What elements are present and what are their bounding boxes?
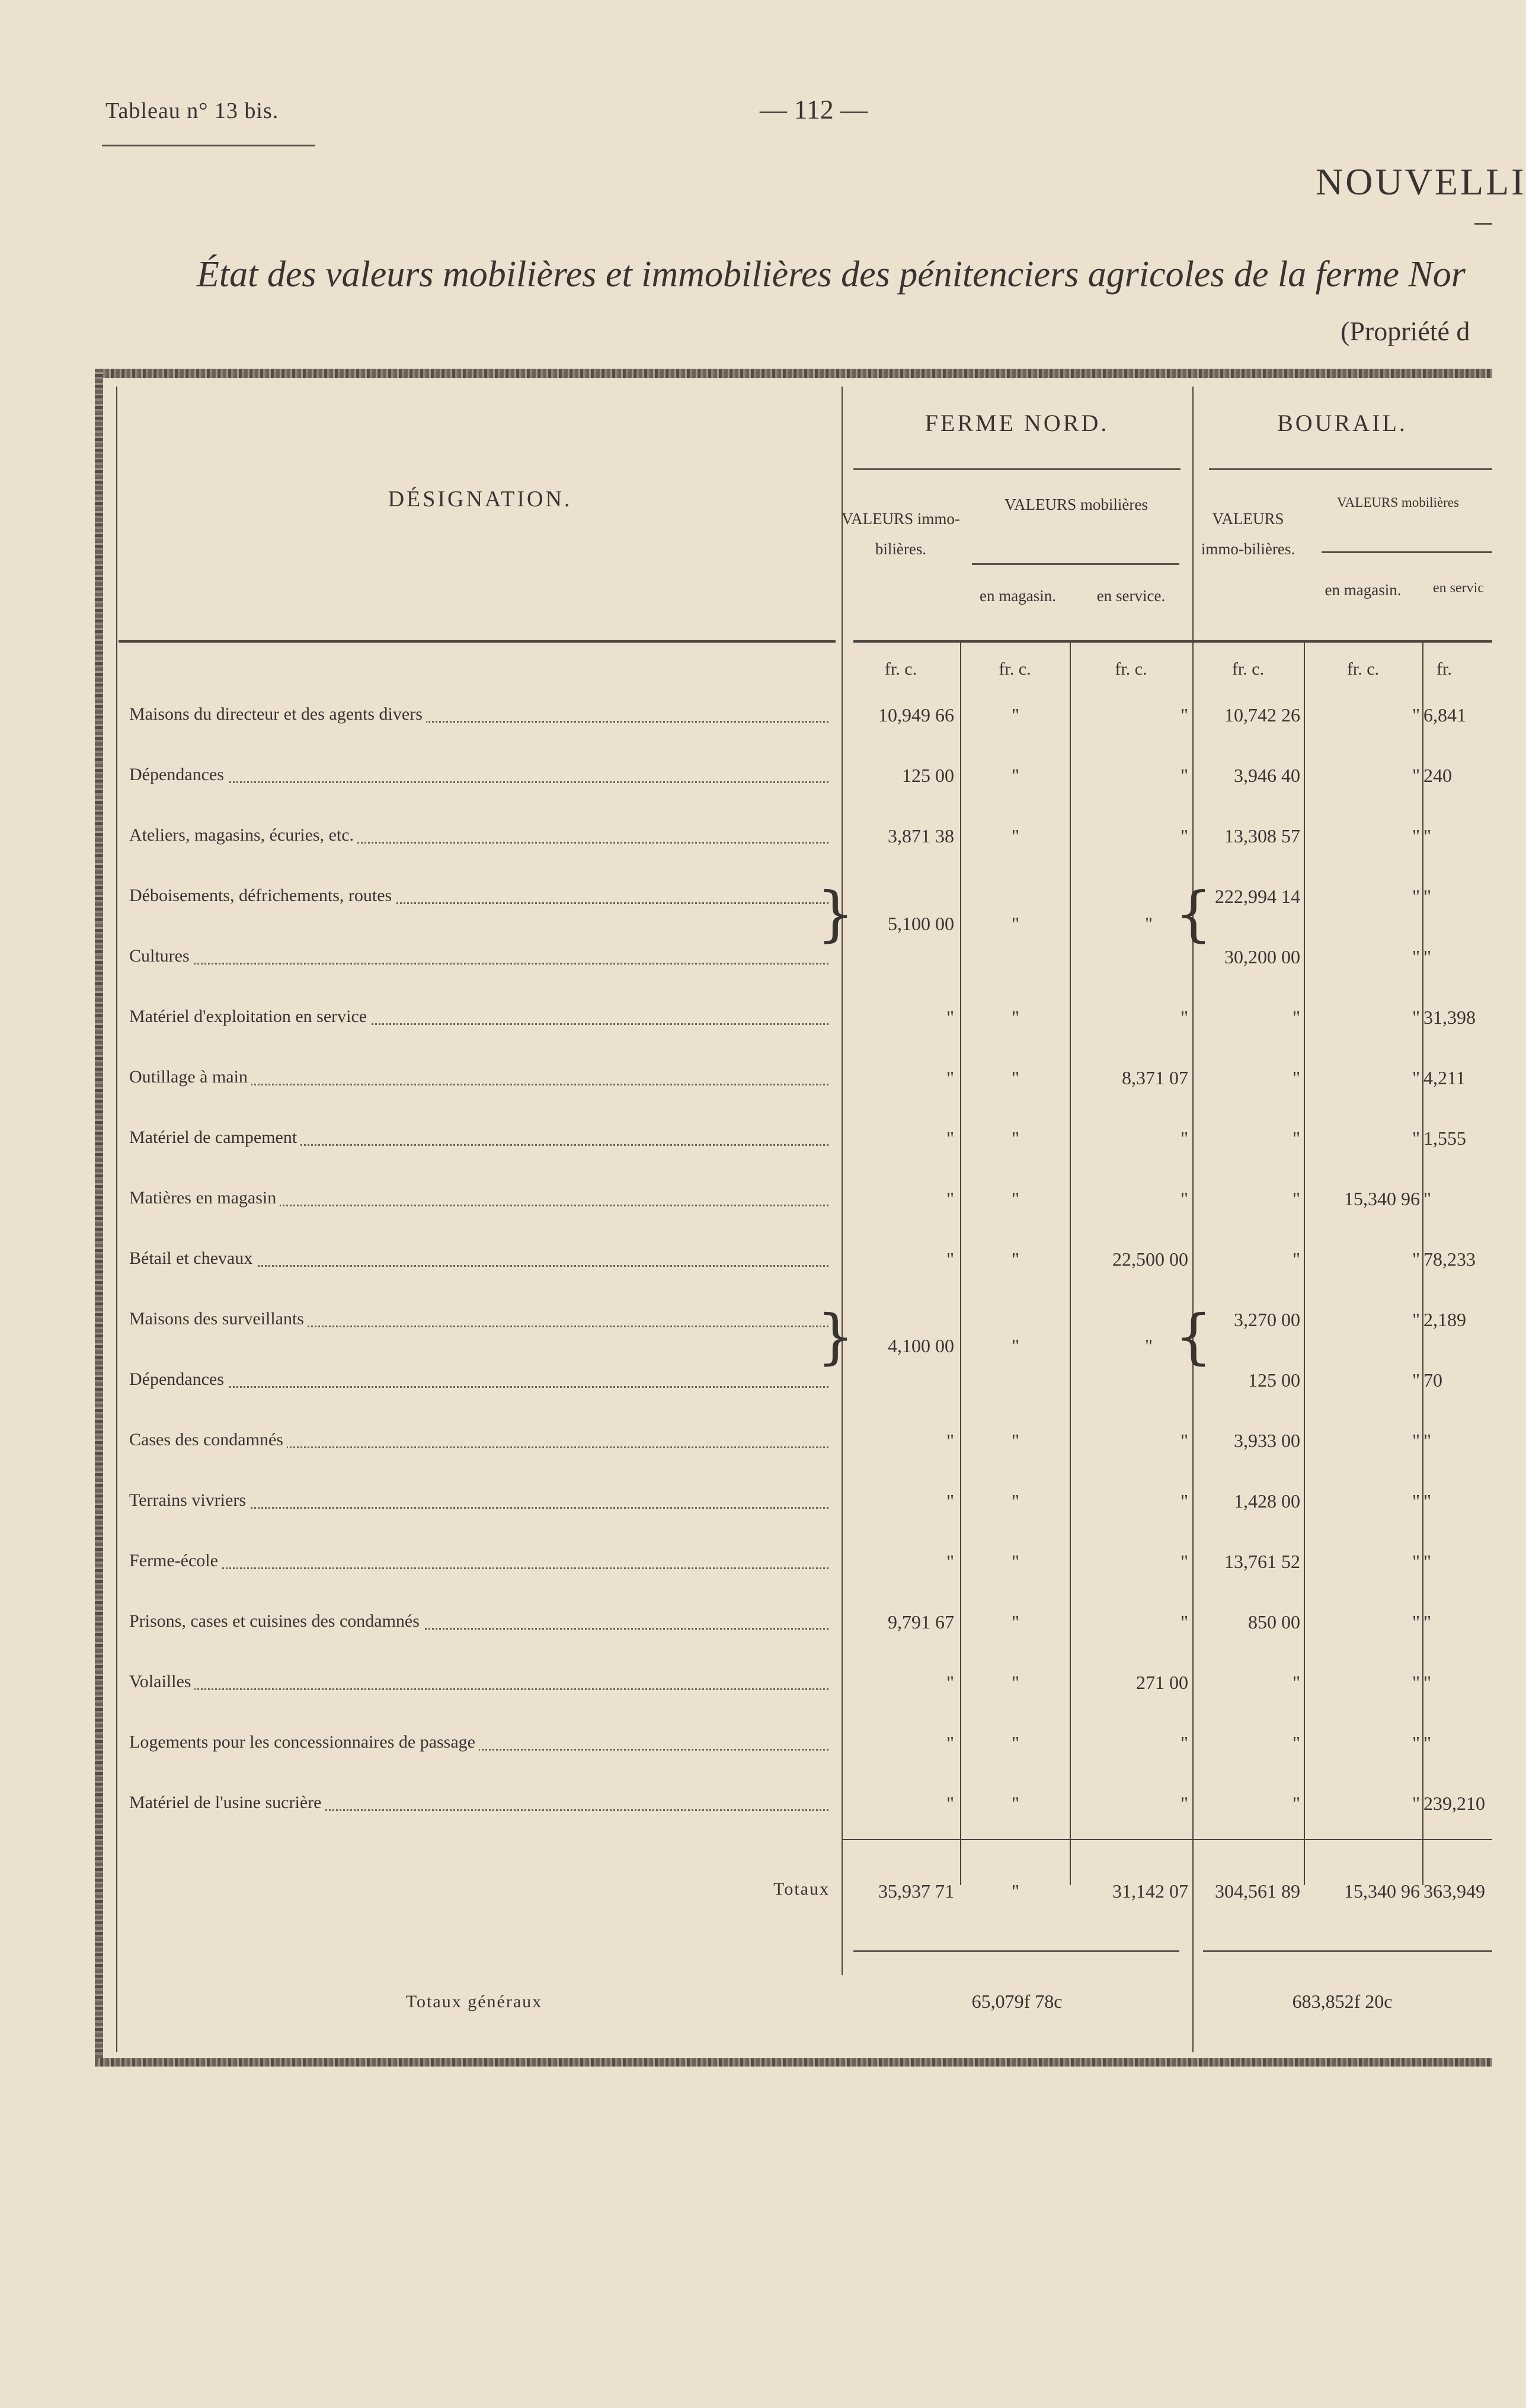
bourail-mob-label: VALEURS mobilières xyxy=(1337,495,1459,510)
ferme-nord-header: FERME NORD. xyxy=(924,410,1109,436)
row-cell: 15,340 96 xyxy=(1344,1188,1420,1209)
row-cell: " xyxy=(1412,1007,1420,1028)
page-number: — 112 — xyxy=(760,94,868,124)
merged-cell-surveillants-service: " xyxy=(1144,1335,1153,1356)
total-col-3: 31,142 07 xyxy=(1112,1880,1188,1902)
row-cell: " xyxy=(1011,1128,1019,1149)
total-col-5: 15,340 96 xyxy=(1344,1880,1420,1902)
row-cell: " xyxy=(1292,1007,1300,1028)
row-cell: " xyxy=(946,1188,954,1209)
header-underline xyxy=(119,640,836,643)
grand-total-swash-2 xyxy=(1203,1950,1492,1952)
row-cell: " xyxy=(1180,704,1188,726)
row-cell: " xyxy=(946,1128,954,1149)
row-cell: " xyxy=(1412,1369,1420,1391)
row-label: Cultures xyxy=(129,946,828,966)
row-label: Matériel de l'usine sucrière xyxy=(129,1793,828,1813)
grand-total-swash-1 xyxy=(853,1950,1179,1952)
row-cell: " xyxy=(946,1430,954,1451)
row-cell: " xyxy=(1412,765,1420,786)
row-cell: " xyxy=(1292,1672,1300,1693)
row-label: Maisons du directeur et des agents divers xyxy=(129,704,828,724)
totals-label: Totaux xyxy=(773,1879,830,1899)
unit-col-4: fr. c. xyxy=(1231,659,1265,679)
row-cell: 6,841 xyxy=(1423,704,1466,726)
ferme-nord-swash xyxy=(853,468,1181,470)
row-cell: 239,210 xyxy=(1423,1793,1485,1814)
row-cell: " xyxy=(1412,946,1420,967)
row-cell: " xyxy=(1412,1793,1420,1814)
bourail-immo-label: VALEURS immo-bilières. xyxy=(1201,510,1295,558)
bourail-service-label: en servic xyxy=(1433,580,1484,596)
ferme-nord-service-label: en service. xyxy=(1096,587,1166,605)
row-cell: " xyxy=(1180,825,1188,847)
row-cell: 78,233 xyxy=(1423,1248,1476,1270)
row-cell: " xyxy=(1011,1188,1019,1209)
row-cell: " xyxy=(1292,1067,1300,1088)
document-subtitle: (Propriété d xyxy=(1341,316,1470,346)
ferme-nord-magasin-label: en magasin. xyxy=(980,587,1056,605)
row-cell: " xyxy=(1412,1248,1420,1270)
row-cell: 1,428 00 xyxy=(1234,1490,1300,1512)
table-reference: Tableau n° 13 bis. xyxy=(105,98,279,123)
header-underline-cols xyxy=(853,640,1492,643)
row-cell: 850 00 xyxy=(1248,1611,1300,1633)
row-cell: 240 xyxy=(1423,765,1452,786)
row-cell: " xyxy=(946,1248,954,1270)
row-label: Matériel de campement xyxy=(129,1128,828,1148)
row-cell: 3,946 40 xyxy=(1234,765,1300,786)
unit-col-1: fr. c. xyxy=(884,659,917,679)
brace-right-2: { xyxy=(1175,1302,1213,1371)
row-cell: " xyxy=(1292,1732,1300,1754)
row-cell: " xyxy=(946,1551,954,1572)
row-cell: " xyxy=(1011,1007,1019,1028)
row-cell: 222,994 14 xyxy=(1215,886,1300,907)
row-cell: 125 00 xyxy=(1248,1369,1300,1391)
row-cell: 3,270 00 xyxy=(1234,1309,1300,1330)
row-cell: 13,761 52 xyxy=(1224,1551,1300,1572)
row-cell: " xyxy=(1011,704,1019,726)
row-cell: " xyxy=(1412,1309,1420,1330)
brace-left-2: } xyxy=(817,1302,855,1371)
table-border-bottom xyxy=(95,2058,1492,2067)
row-cell: " xyxy=(1412,1430,1420,1451)
row-cell: " xyxy=(1423,1430,1432,1451)
row-cell: 271 00 xyxy=(1136,1672,1188,1693)
row-label: Maisons des surveillants xyxy=(129,1309,828,1329)
row-cell: " xyxy=(1011,1551,1019,1572)
row-cell: 4,211 xyxy=(1423,1067,1466,1088)
totals-rule xyxy=(842,1839,1492,1840)
row-cell: " xyxy=(1292,1248,1300,1270)
row-cell: " xyxy=(1011,1611,1019,1633)
row-cell: " xyxy=(1180,1490,1188,1512)
designation-header: DÉSIGNATION. xyxy=(388,487,572,512)
row-cell: " xyxy=(1180,1793,1188,1814)
row-cell: 1,555 xyxy=(1423,1128,1466,1149)
row-cell: " xyxy=(946,1793,954,1814)
row-label: Bétail et chevaux xyxy=(129,1248,828,1269)
row-cell: " xyxy=(1412,1732,1420,1754)
row-label: Matières en magasin xyxy=(129,1188,828,1208)
bourail-swash xyxy=(1209,468,1492,470)
row-cell: " xyxy=(946,1490,954,1512)
row-cell: 10,949 66 xyxy=(878,704,954,726)
row-cell: 70 xyxy=(1423,1369,1442,1391)
row-label: Dépendances xyxy=(129,1369,828,1390)
row-cell: " xyxy=(1180,1732,1188,1754)
row-label: Déboisements, défrichements, routes xyxy=(129,886,828,906)
row-cell: " xyxy=(946,1672,954,1693)
row-cell: " xyxy=(1423,1732,1432,1754)
row-cell: " xyxy=(1180,1007,1188,1028)
row-cell: 3,933 00 xyxy=(1234,1430,1300,1451)
row-cell: " xyxy=(1423,825,1432,847)
ferme-nord-immo-label: VALEURS immo-bilières. xyxy=(842,510,960,558)
merged-cell-surveillants-magasin: " xyxy=(1011,1335,1019,1356)
merged-cell-defrichements: 5,100 00 xyxy=(888,913,954,934)
row-cell: " xyxy=(1180,1551,1188,1572)
ferme-nord-mob-swash xyxy=(972,563,1179,565)
bourail-mob-swash xyxy=(1322,551,1492,553)
table-border-top xyxy=(95,369,1492,378)
ferme-nord-mob-label: VALEURS mobilières xyxy=(1004,496,1148,513)
row-cell: " xyxy=(1011,765,1019,786)
unit-col-6: fr. xyxy=(1437,659,1452,679)
row-cell: " xyxy=(1011,1672,1019,1693)
row-label: Outillage à main xyxy=(129,1067,828,1087)
unit-col-2: fr. c. xyxy=(999,659,1031,679)
grand-total-bourail: 683,852f 20c xyxy=(1292,1991,1393,2012)
row-cell: " xyxy=(1292,1793,1300,1814)
row-cell: 22,500 00 xyxy=(1112,1248,1188,1270)
row-cell: " xyxy=(1412,825,1420,847)
grand-totals-label: Totaux généraux xyxy=(405,1992,543,2011)
brace-right-1: { xyxy=(1175,879,1213,948)
row-label: Ferme-école xyxy=(129,1551,828,1571)
row-cell: " xyxy=(1423,1490,1432,1512)
section-heading: NOUVELLI xyxy=(1316,161,1526,203)
row-cell: " xyxy=(946,1732,954,1754)
row-cell: " xyxy=(946,1007,954,1028)
section-rule xyxy=(1474,223,1492,225)
row-cell: 3,871 38 xyxy=(888,825,954,847)
unit-col-5: fr. c. xyxy=(1346,659,1380,679)
row-cell: 31,398 xyxy=(1423,1007,1476,1028)
row-cell: " xyxy=(1292,1188,1300,1209)
row-label: Logements pour les concessionnaires de passage xyxy=(129,1732,828,1752)
row-cell: " xyxy=(1423,1611,1432,1633)
row-cell: " xyxy=(1423,1188,1432,1209)
row-label: Prisons, cases et cuisines des condamnés xyxy=(129,1611,828,1631)
row-cell: " xyxy=(1292,1128,1300,1149)
header-swash xyxy=(102,145,315,146)
row-cell: " xyxy=(1423,946,1432,967)
merged-cell-defrichements-service: " xyxy=(1144,913,1153,934)
row-cell: " xyxy=(1011,1490,1019,1512)
row-label: Dépendances xyxy=(129,765,828,785)
row-label: Matériel d'exploitation en service xyxy=(129,1007,828,1027)
row-cell: " xyxy=(1011,825,1019,847)
document-title: État des valeurs mobilières et immobilières des pénitenciers agricoles de la ferme Nor xyxy=(197,254,1466,295)
row-cell: " xyxy=(946,1067,954,1088)
row-cell: " xyxy=(1423,886,1432,907)
row-cell: " xyxy=(1011,1732,1019,1754)
row-cell: " xyxy=(1412,1611,1420,1633)
row-cell: " xyxy=(1180,1611,1188,1633)
row-label: Terrains vivriers xyxy=(129,1490,828,1510)
row-cell: " xyxy=(1412,1672,1420,1693)
row-label: Ateliers, magasins, écuries, etc. xyxy=(129,825,828,845)
row-cell: " xyxy=(1412,1490,1420,1512)
row-cell: " xyxy=(1180,765,1188,786)
row-cell: 8,371 07 xyxy=(1122,1067,1188,1088)
total-col-6: 363,949 xyxy=(1423,1880,1485,1902)
total-col-2: " xyxy=(1011,1880,1019,1902)
table-border-left xyxy=(95,369,103,2067)
merged-cell-surveillants: 4,100 00 xyxy=(888,1335,954,1356)
row-cell: " xyxy=(1423,1551,1432,1572)
row-cell: " xyxy=(1412,1067,1420,1088)
bourail-header: BOURAIL. xyxy=(1277,410,1407,436)
row-label: Cases des condamnés xyxy=(129,1430,828,1450)
row-cell: " xyxy=(1011,1248,1019,1270)
row-cell: 30,200 00 xyxy=(1224,946,1300,967)
row-cell: 9,791 67 xyxy=(888,1611,954,1633)
row-cell: " xyxy=(1412,1128,1420,1149)
row-cell: " xyxy=(1011,1430,1019,1451)
col-rule-1 xyxy=(116,387,117,2052)
bourail-magasin-label: en magasin. xyxy=(1325,581,1402,599)
row-cell: " xyxy=(1423,1672,1432,1693)
row-cell: " xyxy=(1412,1551,1420,1572)
row-cell: 2,189 xyxy=(1423,1309,1466,1330)
row-cell: " xyxy=(1011,1793,1019,1814)
brace-left-1: } xyxy=(817,879,855,948)
unit-col-3: fr. c. xyxy=(1115,659,1147,679)
row-cell: " xyxy=(1412,704,1420,726)
row-cell: 13,308 57 xyxy=(1224,825,1300,847)
row-cell: " xyxy=(1180,1430,1188,1451)
row-label: Volailles xyxy=(129,1672,828,1692)
row-cell: 125 00 xyxy=(902,765,954,786)
row-cell: " xyxy=(1011,1067,1019,1088)
row-cell: " xyxy=(1412,886,1420,907)
total-col-4: 304,561 89 xyxy=(1215,1880,1300,1902)
merged-cell-defrichements-magasin: " xyxy=(1011,913,1019,934)
row-cell: " xyxy=(1180,1128,1188,1149)
row-cell: " xyxy=(1180,1188,1188,1209)
total-col-1: 35,937 71 xyxy=(878,1880,954,1902)
row-cell: 10,742 26 xyxy=(1224,704,1300,726)
grand-total-ferme-nord: 65,079f 78c xyxy=(971,1991,1063,2012)
